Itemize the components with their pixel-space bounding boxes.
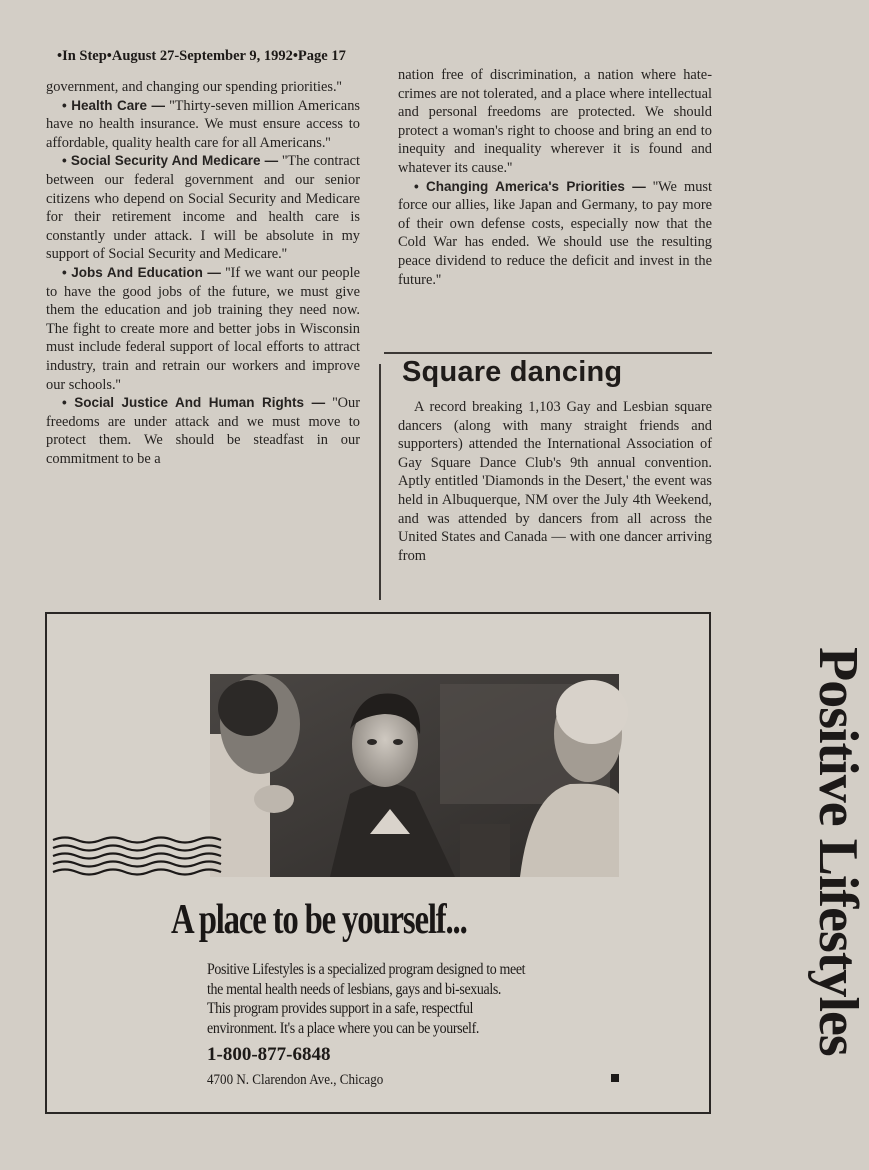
item-lead: • Social Security And Medicare —: [62, 153, 279, 169]
left-item-health-care: [46, 97, 360, 153]
ad-photo-image: [210, 674, 619, 877]
left-column: [46, 78, 360, 600]
article-body-column: [398, 398, 712, 600]
item-text: ''The contract between our federal government and our senior citizens who depend on Social Security and Medicare for their retirement income and health care is constantly under attack. I will be absolute in my support of Social Security and Medicare.'': [46, 153, 360, 263]
ad-tagline: A place to be yourself...: [171, 897, 467, 943]
item-lead: • Social Justice And Human Rights —: [62, 395, 326, 411]
ad-address: 4700 N. Clarendon Ave., Chicago: [207, 1072, 384, 1088]
right-item-priorities: [398, 178, 712, 290]
wave-lines-decoration: [53, 834, 221, 884]
item-lead: • Health Care —: [62, 97, 166, 113]
left-item-social-security: [46, 152, 360, 264]
advertisement: [45, 612, 869, 1114]
left-intro: government, and changing our spending priorities.'': [46, 79, 342, 95]
item-text: ''If we want our people to have the good jobs of the future, we must give them the education and job training they need now. The fight to create more and better jobs in Wisconsin must include federal support of local efforts to attract industry, train and retrain our workers and improve our schools.'': [46, 264, 360, 393]
article-headline: Square dancing: [402, 356, 623, 388]
item-text: ''Thirty-seven million Americans have no health insurance. We must ensure access to affordable, quality health care for all Americans.'': [46, 97, 360, 151]
section-divider: [384, 352, 712, 354]
column-divider: [379, 364, 381, 600]
item-text: ''We must force our allies, like Japan and Germany, to pay more of their own defense costs, especially now that the Cold War has ended. We should use the resulting peace dividend to reduce the deficit and invest in the future.'': [398, 178, 712, 288]
article-body: A record breaking 1,103 Gay and Lesbian square dancers (along with many straight friends and supporters) attended the International Association of Gay Square Dance Club's 9th annual convention. Aptly entitled 'Diamonds in the Desert,' the event was held in Albuquerque, NM over the July 4th Weekend, and was attended by dancers from all across the United States and Canada — with one dancer arriving from: [398, 399, 712, 564]
item-lead: • Changing America's Priorities —: [414, 178, 646, 194]
right-column: [398, 66, 712, 350]
left-item-social-justice: [46, 394, 360, 468]
ad-brand-name: Positive Lifestyles: [807, 647, 869, 1056]
ad-phone-number: 1-800-877-6848: [207, 1044, 331, 1065]
brand-square-bullet: [611, 1074, 619, 1082]
item-text: ''Our freedoms are under attack and we must move to protect them. We should be steadfast in our commitment to be a: [46, 395, 361, 467]
page-header: •In Step•August 27-September 9, 1992•Page 17: [57, 48, 346, 64]
ad-body-text: Positive Lifestyles is a specialized program designed to meet the mental health needs of lesbians, gays and bi-sexuals. This program provides support in a safe, respectful environment. It's a place where you can be yourself.: [207, 961, 526, 1037]
right-intro: nation free of discrimination, a nation where hate-crimes are not tolerated, and a place where intellectual and personal freedoms are protected. We should protect a woman's right to choose and bring an end to inequity and inequality wherever it is found and whatever its cause.'': [398, 67, 712, 176]
item-lead: • Jobs And Education —: [62, 264, 221, 280]
ad-photo: [210, 674, 619, 877]
left-item-jobs-education: [46, 264, 360, 394]
